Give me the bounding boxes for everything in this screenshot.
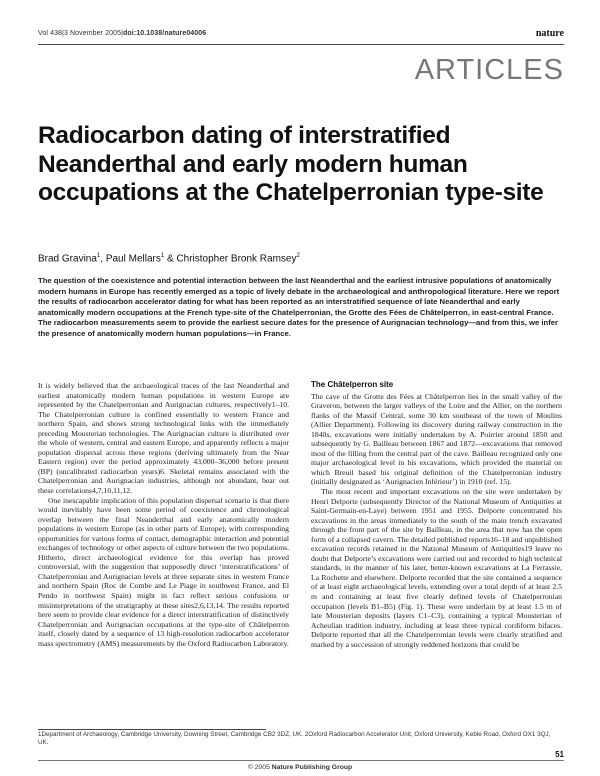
publisher-name: Nature Publishing Group xyxy=(271,764,353,771)
volume-info: Vol 438|3 November 2005| xyxy=(38,30,124,37)
author-name: Christopher Bronk Ramsey xyxy=(176,253,297,265)
doi-link[interactable]: doi:10.1038/nature04006 xyxy=(123,30,207,37)
header-rule xyxy=(38,44,564,45)
body-paragraph: The most recent and important excavations on the site were undertaken by Henri Delporte (subsequently Director of the National Museum of Antiquities at Saint-Germain-en-Laye) between 1951 and 1955. Delporte concentrated his excavations in the areas immediately to the south of the main trench excavated through the front part of the site by Bailleau, in the area that now has the open form of a collapsed cavern. The detailed published reports16–18 and unpublished excavation records retained in the National Museum of Antiquities19 leave no doubt that Delporte’s excavations were carried out and recorded to high technical standards, in the manner of his later, better-known excavations at La Ferrassie, La Rochette and elsewhere. Delporte recorded that the site contained a sequence of at least eight archaeological levels, extending over a total depth of at least 2.5 m and containing at least five clearly defined levels of Chatelperronian occupation (levels B1–B5) (Fig. 1). These were underlain by at least 1.5 m of late Mousterian deposits (layers C1–C3), containing a typical Mousterian of Acheulian tradition industry, including at least three typical cordiform bifaces. Delporte reported that all the Chatelperronian levels were clearly stratified and marked by a succession of strongly reddened horizons that could be xyxy=(311,487,562,649)
copyright-text: © 2005 xyxy=(247,764,272,771)
section-label: ARTICLES xyxy=(414,54,564,86)
journal-name: nature xyxy=(535,28,564,39)
abstract: The question of the coexistence and potential interaction between the last Neanderthal and the earliest intrusive populations of anatomically modern humans in Europe has recently emerged as a topic of lively debate in the archaeological and anthropological literature. Here we report the results of radiocarbon accelerator dating for what has been reported as an interstratified sequence of late Neanderthal and early anatomically modern occupations at the French type-site of the Chatelperronian, the Grotte des Fées de Châtelperron, in east-central France. The radiocarbon measurements seem to provide the earliest secure dates for the presence of Aurignacian technology—and from this, we infer the presence of anatomically modern human populations—in France. xyxy=(38,276,560,338)
body-paragraph: The cave of the Grotte des Fées at Châtelperron lies in the small valley of the Graveron, between the larger valleys of the Loire and the Allier, on the northern flanks of the Massif Central, some 30 km southeast of the town of Moulins (Allier Department). Following its discovery during railway construction in the 1840s, excavations were initially undertaken by A. Poirrier around 1850 and subsequently by G. Bailleau between 1867 and 1872—excavations that removed most of the filling from the central part of the cave. Bailleau recognized only one major archaeological level in his excavations, which provided the material on which Breuil based his original definition of the Chatelperronian industry (initially designated as ‘Aurignacien Inférieur’) in 1910 (ref. 15). xyxy=(311,391,562,487)
author-affiliation-mark: 2 xyxy=(296,253,300,259)
author-name: Brad Gravina xyxy=(38,253,97,265)
author-separator: , xyxy=(100,253,106,265)
running-header xyxy=(38,30,564,42)
author-list xyxy=(38,253,558,264)
author-name: Paul Mellars xyxy=(105,253,161,265)
body-paragraph: One inescapable implication of this population dispersal scenario is that there would inevitably have been some period of coexistence and chronological overlap between the final Neanderthal and early anatomically modern populations in western Europe (as in other parts of Europe), with corresponding opportunities for various forms of contact, demographic interaction and potential exchanges of technology or other aspects of culture between the two populations. Hitherto, direct archaeological evidence for this overlap has proved controversial, with the suggestion that supposedly direct ‘interstratifications’ of Chatelperronian and Aurignacian levels at three separate sites in western France and northern Spain (Roc de Combe and Le Piage in southwest France, and El Pendo in northwest Spain) might in fact reflect serious confusions or misinterpretations of the stratigraphy at these sites2,6,13,14. The results reported here seem to provide clear evidence for a direct interstratification of distinctively Chatelperronian and Aurignacian occupations at the type-site of Châtelperron itself, closely dated by a sequence of 13 high-resolution radiocarbon accelerator mass spectrometry (AMS) measurements by the Oxford Radiocarbon Laboratory. xyxy=(38,495,289,648)
footnote-rule xyxy=(38,729,266,730)
author-affiliation-mark: 1 xyxy=(160,253,165,259)
body-paragraph: It is widely believed that the archaeological traces of the last Neanderthal and earliest anatomically modern human populations in western Europe are represented by the Chatelperronian and Aurignacian cultures, respectively1–10. The Chatelperronian culture is confined essentially to western France and northern Spain, and shows strong technological links with the immediately preceding Mousterian technologies. The Aurignacian culture is distributed over the whole of western, central and eastern Europe, and apparently reflects a major population dispersal across these regions (deriving ultimately from the Near Eastern region) over the period approximately 43,000–36,000 before present (BP) (uncalibrated radiocarbon years)6. Skeletal remains associated with the Chatelperronian and Aurignacian industries, although not abundant, bear out these correlations4,7,10,11,12. xyxy=(38,381,289,496)
section-heading: The Châtelperron site xyxy=(311,380,394,389)
body-column-right xyxy=(311,380,562,649)
body-column-left xyxy=(38,381,289,648)
header-citation xyxy=(38,30,206,37)
article-title: Radiocarbon dating of interstratified Neanderthal and early modern human occupations at the Chatelperronian type-site xyxy=(38,122,544,206)
author-affiliations: 1Department of Archaeology, Cambridge University, Downing Street, Cambridge CB2 3DZ, UK. 2Oxford Radiocarbon Accelerator Unit, Oxford University, Keble Road, Oxford OX1 3QJ, UK. xyxy=(38,731,551,747)
footer-rule xyxy=(38,760,564,761)
copyright-line xyxy=(0,764,600,771)
page-number: 51 xyxy=(555,750,564,759)
author-affiliation-mark: 1 xyxy=(96,253,101,259)
author-separator: & xyxy=(164,253,177,265)
